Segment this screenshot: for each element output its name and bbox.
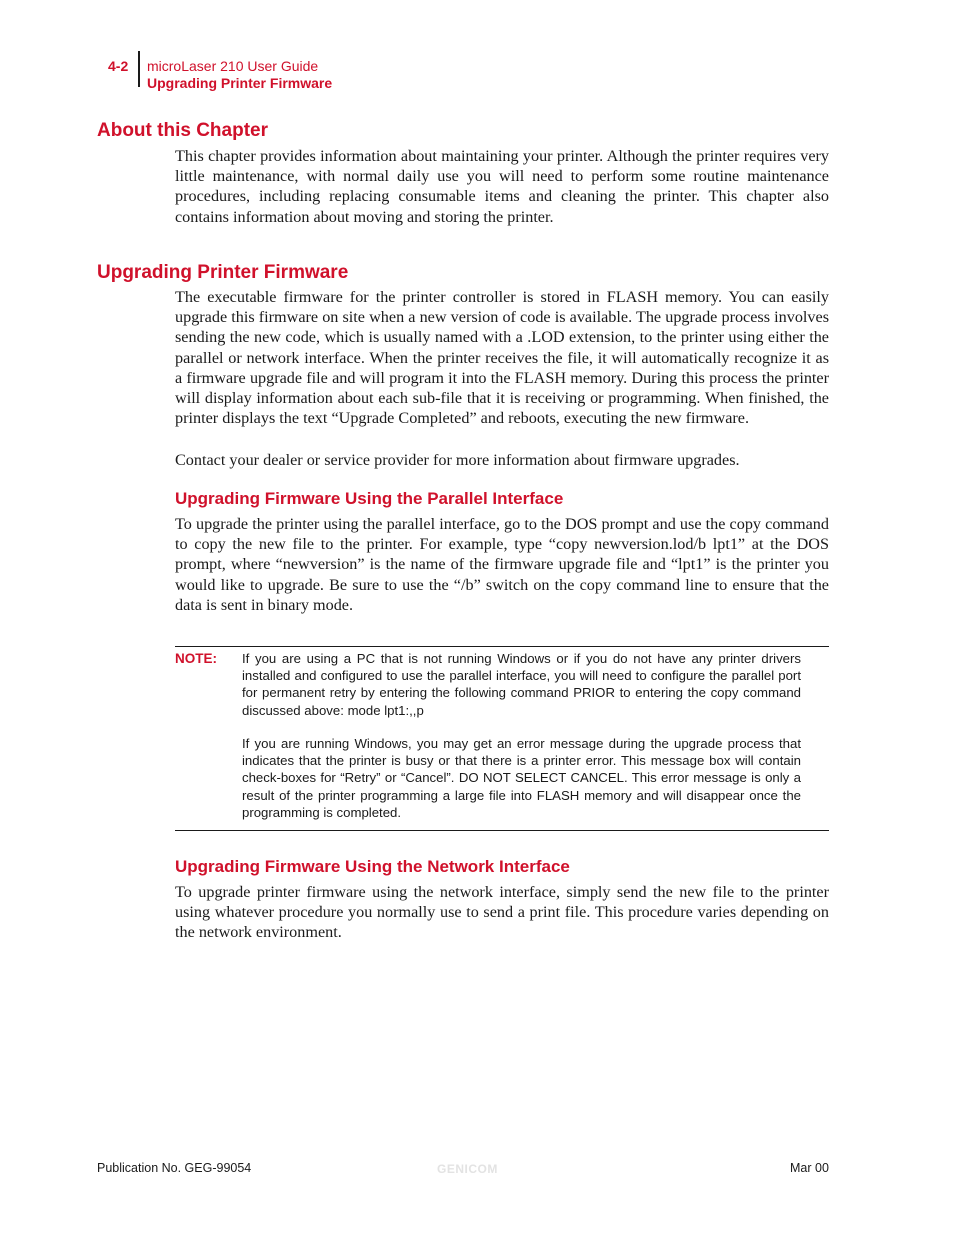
guide-title: microLaser 210 User Guide — [147, 58, 319, 74]
about-chapter-body: This chapter provides information about maintaining your printer. Although the printer requires very little maintenance, with normal daily use you will need to perform some routine maintenance procedures, including replacing consumable items and cleaning the printer. This chapter also contains information about moving and storing the printer. — [175, 147, 829, 226]
footer-brand-logo: GENICOM — [437, 1162, 498, 1176]
note-label: NOTE: — [175, 651, 217, 666]
page-number: 4-2 — [108, 58, 129, 74]
header-divider — [138, 51, 140, 87]
note-bottom-rule — [175, 830, 829, 831]
upgrading-firmware-body: The executable firmware for the printer controller is stored in FLASH memory. You can easily upgrade this firmware on site when a new version of code is available. The upgrade process involves sending the new code, which is usually named with a .LOD extension, to the printer using either the parallel or network interface. When the printer receives the file, it will automatically recognize it as a firmware upgrade file and will program it into the FLASH memory. During this process the printer will display information about each sub-file that it is receiving or programming. When finished, the printer displays the text “Upgrade Completed” and reboots, executing the new firmware. — [175, 288, 829, 428]
upgrading-firmware-contact: Contact your dealer or service provider for more information about firmware upgrades. — [175, 451, 740, 469]
parallel-interface-body: To upgrade the printer using the parallel interface, go to the DOS prompt and use the copy command to copy the new file to the printer. For example, type “copy newversion.lod/b lpt1” at the DOS prompt, where “newversion” is the name of the firmware upgrade file and “lpt1” is the printer you would like to upgrade. Be sure to use the “/b” switch on the copy command line to ensure that the data is sent in binary mode. — [175, 515, 829, 614]
heading-network-interface: Upgrading Firmware Using the Network Interface — [175, 857, 570, 876]
section-title: Upgrading Printer Firmware — [147, 75, 333, 91]
footer-publication: Publication No. GEG-99054 — [97, 1161, 252, 1175]
network-interface-body: To upgrade printer firmware using the network interface, simply send the new file to the printer using whatever procedure you normally use to send a print file. This procedure varies depending on the network environment. — [175, 883, 829, 942]
heading-parallel-interface: Upgrading Firmware Using the Parallel Interface — [175, 489, 564, 508]
heading-upgrading-firmware: Upgrading Printer Firmware — [97, 262, 349, 283]
note-top-rule — [175, 646, 829, 647]
note-paragraph-1: If you are using a PC that is not running Windows or if you do not have any printer drivers installed and configured to use the parallel interface, you will need to configure the parallel port for permanent retry by entering the following command PRIOR to entering the copy command discussed above: mode lpt1:,,p — [242, 651, 801, 718]
footer-date: Mar 00 — [790, 1161, 829, 1175]
note-paragraph-2: If you are running Windows, you may get an error message during the upgrade process that indicates that the printer is busy or that there is a printer error. This message box will contain check-boxes for “Retry” or “Cancel”. DO NOT SELECT CANCEL. This error message is only a result of the printer programming a large file into FLASH memory and will disappear once the programming is completed. — [242, 736, 801, 820]
heading-about-chapter: About this Chapter — [97, 120, 268, 141]
